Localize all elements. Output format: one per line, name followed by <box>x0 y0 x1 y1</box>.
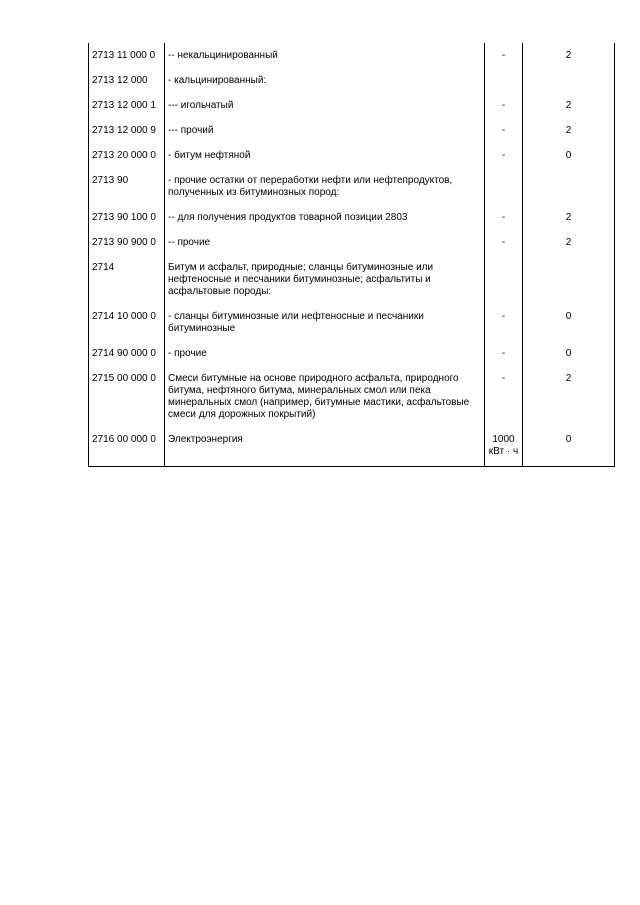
duty-rate-cell: 2 <box>523 205 615 230</box>
unit-cell: - <box>485 93 523 118</box>
duty-rate-cell <box>523 255 615 304</box>
duty-rate-cell <box>523 68 615 93</box>
tariff-table <box>88 43 615 467</box>
duty-rate-cell <box>523 168 615 205</box>
duty-rate-cell: 2 <box>523 118 615 143</box>
commodity-code-cell: 2713 12 000 1 <box>89 93 165 118</box>
unit-cell: - <box>485 205 523 230</box>
commodity-code-cell: 2713 12 000 9 <box>89 118 165 143</box>
commodity-code-cell: 2715 00 000 0 <box>89 366 165 427</box>
table-row <box>89 304 615 341</box>
unit-cell: - <box>485 341 523 366</box>
table-row <box>89 118 615 143</box>
duty-rate-cell: 0 <box>523 341 615 366</box>
duty-rate-cell: 0 <box>523 427 615 467</box>
table-row <box>89 255 615 304</box>
commodity-code-cell: 2713 12 000 <box>89 68 165 93</box>
table-row <box>89 168 615 205</box>
table-row <box>89 205 615 230</box>
unit-cell: 1000 кВт · ч <box>485 427 523 467</box>
description-cell: -- для получения продуктов товарной позиции 2803 <box>165 205 485 230</box>
duty-rate-cell: 2 <box>523 43 615 68</box>
description-cell: - кальцинированный: <box>165 68 485 93</box>
tariff-sheet <box>88 43 614 467</box>
unit-cell: - <box>485 230 523 255</box>
table-row <box>89 143 615 168</box>
table-row <box>89 93 615 118</box>
unit-cell <box>485 168 523 205</box>
unit-cell: - <box>485 143 523 168</box>
description-cell: -- некальцинированный <box>165 43 485 68</box>
unit-cell: - <box>485 304 523 341</box>
description-cell: - сланцы битуминозные или нефтеносные и песчаники битуминозные <box>165 304 485 341</box>
table-row <box>89 366 615 427</box>
table-row <box>89 68 615 93</box>
description-cell: --- прочий <box>165 118 485 143</box>
description-cell: Битум и асфальт, природные; сланцы битуминозные или нефтеносные и песчаники битуминозные; асфальтиты и асфальтовые породы: <box>165 255 485 304</box>
unit-cell: - <box>485 366 523 427</box>
description-cell: - прочие остатки от переработки нефти или нефтепродуктов, полученных из битуминозных пород: <box>165 168 485 205</box>
commodity-code-cell: 2713 90 900 0 <box>89 230 165 255</box>
description-cell: - прочие <box>165 341 485 366</box>
unit-cell <box>485 68 523 93</box>
description-cell: Смеси битумные на основе природного асфальта, природного битума, нефтяного битума, минеральных смол или пека минеральных смол (например, битумные мастики, асфальтовые смеси для дорожных покрытий) <box>165 366 485 427</box>
description-cell: --- игольчатый <box>165 93 485 118</box>
table-row <box>89 230 615 255</box>
duty-rate-cell: 2 <box>523 230 615 255</box>
unit-cell: - <box>485 43 523 68</box>
table-row <box>89 427 615 467</box>
commodity-code-cell: 2714 90 000 0 <box>89 341 165 366</box>
description-cell: - битум нефтяной <box>165 143 485 168</box>
table-row <box>89 43 615 68</box>
unit-cell <box>485 255 523 304</box>
commodity-code-cell: 2714 <box>89 255 165 304</box>
description-cell: -- прочие <box>165 230 485 255</box>
table-row <box>89 341 615 366</box>
commodity-code-cell: 2714 10 000 0 <box>89 304 165 341</box>
commodity-code-cell: 2713 90 100 0 <box>89 205 165 230</box>
duty-rate-cell: 2 <box>523 93 615 118</box>
description-cell: Электроэнергия <box>165 427 485 467</box>
commodity-code-cell: 2716 00 000 0 <box>89 427 165 467</box>
unit-cell: - <box>485 118 523 143</box>
duty-rate-cell: 0 <box>523 304 615 341</box>
commodity-code-cell: 2713 20 000 0 <box>89 143 165 168</box>
commodity-code-cell: 2713 11 000 0 <box>89 43 165 68</box>
duty-rate-cell: 0 <box>523 143 615 168</box>
duty-rate-cell: 2 <box>523 366 615 427</box>
commodity-code-cell: 2713 90 <box>89 168 165 205</box>
